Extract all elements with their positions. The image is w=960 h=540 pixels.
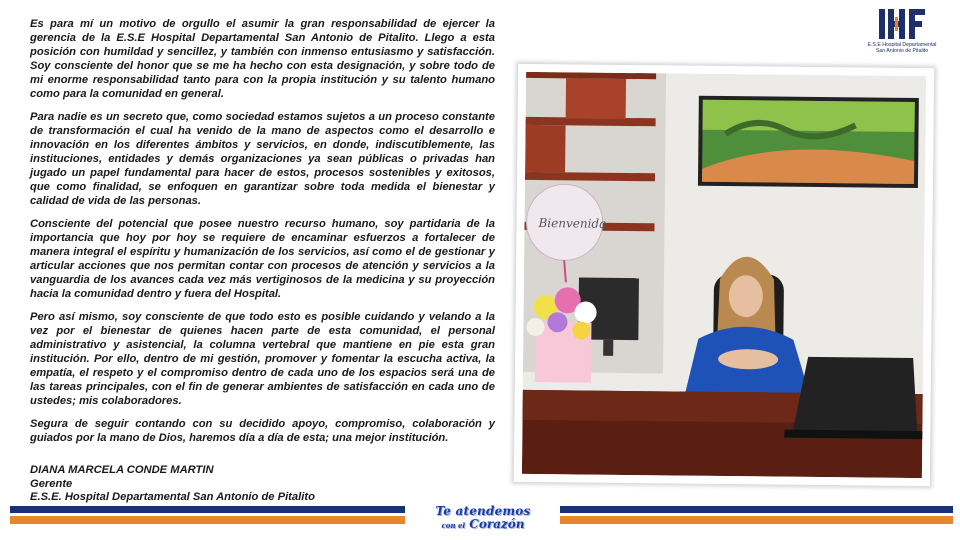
- letter-paragraph-3: Consciente del potencial que posee nuestro recurso humano, soy partidaria de la importancia que hoy por hoy se requiere de encaminar esfuerzos a fortalecer de manera integral el espíritu y humanización de los servicios, así como el de gestionar y articular acciones que nos permitan contar con procesos de atención y servicios a la vanguardia de los avances cada vez más vertiginosos de la medicina y su proyección hacia la comunidad dentro y fuera del Hospital.: [30, 218, 495, 300]
- logo-caption-line2: San Antonio de Pitalito: [875, 48, 929, 54]
- hospital-logo: [862, 6, 942, 62]
- signature-role: Gerente: [30, 477, 73, 490]
- letter-body: [30, 17, 495, 454]
- balloon-text: Bienvenida: [538, 216, 607, 231]
- signature-name: DIANA MARCELA CONDE MARTIN: [30, 464, 214, 476]
- office-photo-illustration: [522, 72, 926, 478]
- slogan-small: con el: [441, 521, 466, 530]
- slogan-heart-word: Corazón: [469, 517, 525, 531]
- slogan-line1: Te atendemos: [435, 504, 531, 518]
- logo-caption-line1: E.S.E Hospital Departamental: [867, 42, 937, 48]
- footer-slogan: [408, 505, 558, 533]
- slogan-line2: [408, 518, 558, 532]
- letter-paragraph-2: Para nadie es un secreto que, como sociedad estamos sujetos a un proceso constante de transformación el cual ha venido de la mano de aspectos como el desarrollo e innovación en los diferentes ámbitos y servicios, en donde, indiscutiblemente, las instituciones, entidades y demás organizaciones ya sean públicas o privadas han jugado un papel fundamental para hacer de estos, procesos sostenibles y exitosos, que como finalidad, se enfoquen en garantizar sobre toda medida el bienestar y calidad de vida de las personas.: [30, 111, 495, 207]
- signature-block: [30, 464, 500, 505]
- letter-paragraph-5: Segura de seguir contando con su decidido apoyo, compromiso, colaboración y guiados por la mano de Dios, haremos día a día de esta; una mejor institución.: [30, 418, 495, 444]
- hospital-logo-icon: [877, 6, 927, 42]
- footer-stripe-right: [560, 506, 953, 528]
- letter-paragraph-1: Es para mí un motivo de orgullo el asumir la gran responsabilidad de ejercer la gerencia de la E.S.E Hospital Departamental San Antonio de Pitalito. Llego a esta posición con humildad y sencillez, y también con inmenso entusiasmo y satisfacción. Soy consciente del honor que se me ha hecho con esta designación, y sobre todo de mi enorme responsabilidad tanto para con la propia institución y su talento humano como para la comunidad en general.: [30, 18, 495, 100]
- manager-photo: [514, 64, 934, 486]
- letter-paragraph-4: Pero así mismo, soy consciente de que todo esto es posible cuidando y velando a la vez por el bienestar de quienes hacen parte de esta comunidad, el personal administrativo y asistencial, la columna vertebral que mantiene en pie esta gran institución. Por ello, dentro de mi gestión, promover y fomentar la escucha activa, la empatía, el respeto y el compromiso dentro de cada uno de los espacios será una de las tareas principales, con el fin de generar ambientes de satisfacción en cada uno de ustedes; mis colaboradores.: [30, 311, 495, 407]
- signature-institution: E.S.E. Hospital Departamental San Antonio de Pitalito: [30, 491, 315, 503]
- footer-stripe-left: [10, 506, 405, 528]
